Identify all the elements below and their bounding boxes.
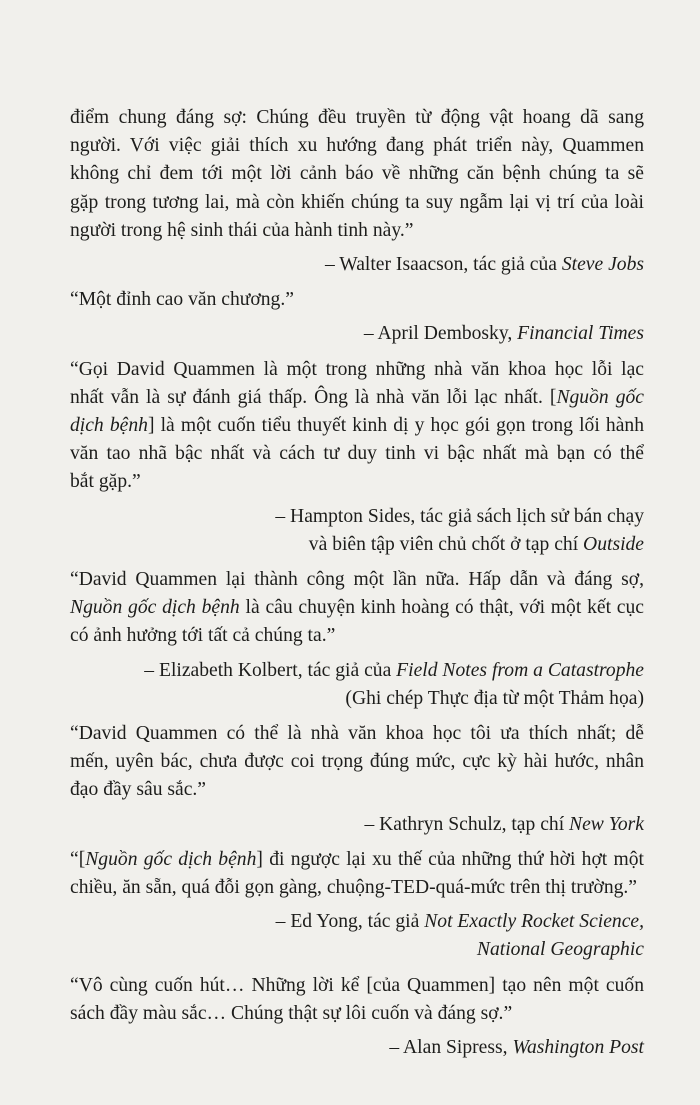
book-title: Nguồn gốc dịch bệnh [85,848,257,870]
quote-line [70,412,644,440]
attribution-work: Field Notes from a Catastrophe [396,659,644,681]
attribution-author: – Walter Isaacson, tác giả của [324,254,562,276]
attribution-work: Outside [583,533,644,555]
attribution-work: Financial Times [517,323,644,345]
attribution-5 [70,811,644,839]
quote-line: có ảnh hưởng tới tất cả chúng ta.” [70,625,336,647]
review-quote-3 [70,356,644,497]
book-page [70,104,644,1069]
review-quote-5 [70,720,644,805]
quote-line: sách đầy màu sắc… Chúng thật sự lôi cuốn và đáng sợ.” [70,1002,513,1024]
attribution-work: Steve Jobs [561,254,644,276]
attribution-role: và biên tập viên chủ chốt ở tạp chí [308,533,584,555]
quote-line: “David Quammen lại thành công một lần nữa. Hấp dẫn và đáng sợ, [70,569,644,591]
book-title: Nguồn gốc dịch bệnh [70,597,240,619]
attribution-work: Washington Post [512,1037,644,1059]
review-quote-2 [70,286,644,314]
quote-line: không chỉ đem tới một lời cảnh báo về những căn bệnh chúng ta sẽ [70,163,644,185]
attribution-7 [70,1034,644,1062]
quote-line [70,846,644,874]
quote-line: đạo đầy sâu sắc.” [70,779,207,801]
quote-text: ] là một cuốn tiểu thuyết kinh dị y học gói gọn trong lối hành [147,415,644,437]
quote-line: người trong hệ sinh thái của hành tinh này.” [70,219,414,241]
book-title: Nguồn gốc [556,386,644,408]
quote-line: “David Quammen có thể là nhà văn khoa học tôi ưa thích nhất; dễ [70,723,644,745]
attribution-2 [70,320,644,348]
attribution-author: – Ed Yong, tác giả [275,911,425,933]
attribution-author: – April Dembosky, [363,323,518,345]
attribution-translation: (Ghi chép Thực địa từ một Thảm họa) [345,687,644,709]
review-quote-1 [70,104,644,245]
quote-line: “Vô cùng cuốn hút… Những lời kể [của Quammen] tạo nên một cuốn [70,974,644,996]
quote-line: “Gọi David Quammen là một trong những nhà văn khoa học lỗi lạc [70,358,644,380]
quote-line: điểm chung đáng sợ: Chúng đều truyền từ động vật hoang dã sang [70,107,644,128]
quote-text: ] đi ngược lại xu thế của những thứ hời hợt một [256,848,644,870]
attribution-1 [70,251,644,279]
quote-line: gặp trong tương lai, mà còn khiến chúng ta suy ngẫm lại vị trí của loài [70,191,644,213]
quote-text: “[ [70,848,86,870]
quote-line: chiều, ăn sẵn, quá đỗi gọn gàng, chuộng-TED-quá-mức trên thị trường.” [70,877,638,899]
quote-line: bắt gặp.” [70,471,141,493]
quote-text: nhất vẫn là sự đánh giá thấp. Ông là nhà văn lỗi lạc nhất. [ [70,386,557,408]
quote-line [70,384,644,412]
book-title: dịch bệnh [70,415,148,437]
review-quote-7 [70,972,644,1028]
attribution-author: – Elizabeth Kolbert, tác giả của [144,659,397,681]
attribution-author: – Kathryn Schulz, tạp chí [364,813,570,835]
attribution-3 [70,503,644,559]
attribution-work: Not Exactly Rocket Science, [424,911,644,933]
review-quote-6 [70,846,644,902]
attribution-publication: National Geographic [476,939,644,961]
quote-text: là câu chuyện kinh hoàng có thật, với một kết cục [239,597,644,619]
review-quote-4 [70,566,644,651]
attribution-work: New York [569,813,644,835]
attribution-author: – Hampton Sides, tác giả sách lịch sử bán chạy [275,505,644,527]
quote-line: người. Với việc giải thích xu hướng đang phát triển này, Quammen [70,135,644,157]
attribution-4 [70,657,644,713]
attribution-6 [70,908,644,964]
quote-line: “Một đỉnh cao văn chương.” [70,289,294,311]
quote-line [70,594,644,622]
quote-line: văn tao nhã bậc nhất và cách tư duy tinh vi bậc nhất mà bạn có thể [70,443,644,465]
attribution-author: – Alan Sipress, [389,1037,513,1059]
quote-line: mến, uyên bác, chưa được coi trọng đúng mức, cực kỳ hài hước, nhân [70,751,644,773]
